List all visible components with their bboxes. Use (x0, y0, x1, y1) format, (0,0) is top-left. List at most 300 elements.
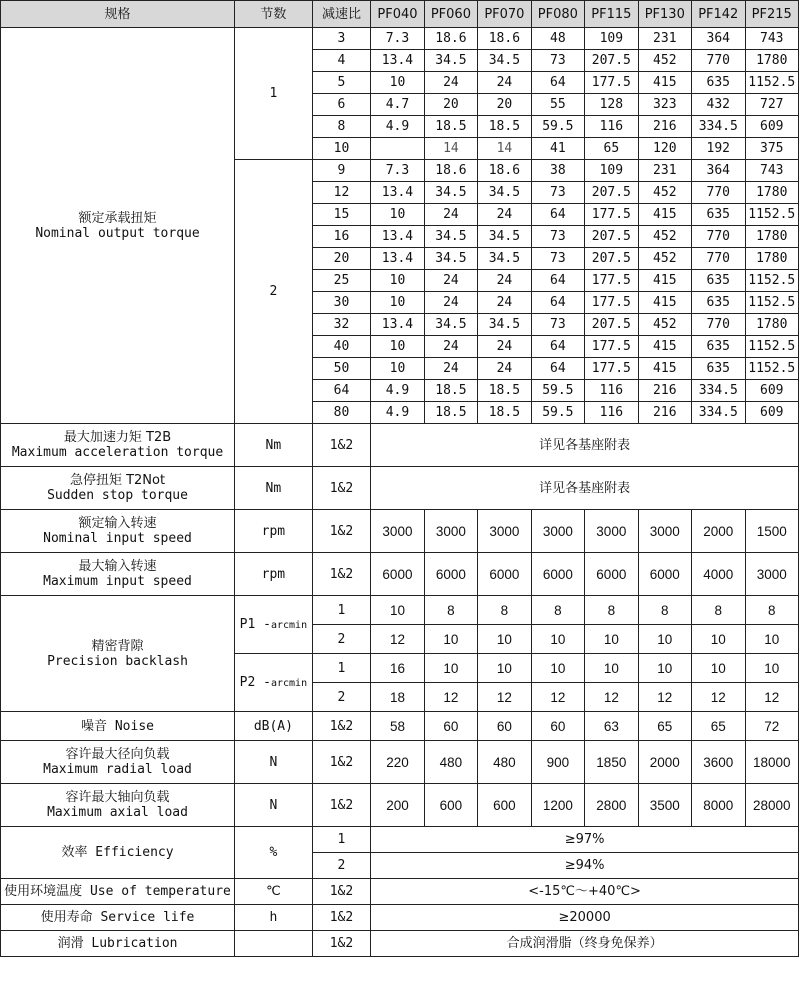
value-cell: 743 (745, 160, 799, 182)
table-row (1, 827, 799, 853)
value-cell: 231 (638, 160, 691, 182)
value-cell: 18.6 (478, 28, 531, 50)
label-zh: 额定输入转速 (78, 516, 157, 531)
ratio-cell: 6 (312, 94, 371, 116)
value-cell: 24 (478, 72, 531, 94)
unit-cell: % (235, 827, 313, 879)
table-row (1, 784, 799, 827)
value-cell: 770 (692, 182, 745, 204)
value-cell: 55 (531, 94, 584, 116)
value-cell: 600 (478, 784, 531, 827)
p2-unit: arcmin (270, 677, 308, 689)
value-cell: 452 (638, 314, 691, 336)
merged-value-cell: ≥97% (371, 827, 799, 853)
table-row (1, 879, 799, 905)
value-cell: 1152.5 (745, 292, 799, 314)
value-cell: 109 (585, 28, 638, 50)
nominal-input-label (1, 510, 235, 553)
merged-value-cell: 详见各基座附表 (371, 467, 799, 510)
stage-cell: 1&2 (312, 931, 371, 957)
value-cell: 128 (585, 94, 638, 116)
stage-cell: 1&2 (312, 741, 371, 784)
value-cell: 10 (692, 625, 745, 654)
value-cell: 24 (478, 336, 531, 358)
ratio-cell: 16 (312, 226, 371, 248)
label-zh: 容许最大径向负载 (65, 747, 170, 762)
value-cell: 13.4 (371, 248, 424, 270)
value-cell: 635 (692, 292, 745, 314)
stage-cell: 1 (235, 28, 313, 160)
value-cell: 3000 (745, 553, 799, 596)
value-cell: 6000 (638, 553, 691, 596)
value-cell: 34.5 (424, 50, 477, 72)
ratio-cell: 20 (312, 248, 371, 270)
unit-cell: Nm (235, 424, 313, 467)
header-cell: PF070 (478, 1, 531, 28)
p2-label (235, 654, 313, 712)
value-cell: 73 (531, 50, 584, 72)
value-cell: 24 (478, 358, 531, 380)
value-cell: 3000 (638, 510, 691, 553)
value-cell: 2000 (638, 741, 691, 784)
value-cell: 60 (478, 712, 531, 741)
value-cell: 2000 (692, 510, 745, 553)
value-cell: 10 (638, 654, 691, 683)
unit-cell: ℃ (235, 879, 313, 905)
header-cell: PF040 (371, 1, 424, 28)
value-cell: 18000 (745, 741, 799, 784)
value-cell: 4.9 (371, 402, 424, 424)
value-cell: 24 (424, 358, 477, 380)
value-cell: 4.7 (371, 94, 424, 116)
value-cell: 10 (371, 270, 424, 292)
value-cell: 72 (745, 712, 799, 741)
value-cell: 4.9 (371, 380, 424, 402)
value-cell: 10 (745, 654, 799, 683)
label-zh: 精密背隙 (91, 638, 144, 654)
unit-cell: rpm (235, 553, 313, 596)
value-cell: 13.4 (371, 50, 424, 72)
value-cell: 18 (371, 683, 424, 712)
value-cell: 18.6 (478, 160, 531, 182)
header-cell: 节数 (235, 1, 313, 28)
value-cell: 3000 (531, 510, 584, 553)
stage-cell: 1&2 (312, 784, 371, 827)
value-cell: 63 (585, 712, 638, 741)
table-row (1, 510, 799, 553)
value-cell: 120 (638, 138, 691, 160)
label-zh: 最大加速力矩 T2B (63, 430, 172, 445)
value-cell: 1152.5 (745, 204, 799, 226)
value-cell: 12 (531, 683, 584, 712)
value-cell: 13.4 (371, 314, 424, 336)
value-cell: 116 (585, 380, 638, 402)
label-zh: 最大输入转速 (78, 559, 157, 574)
value-cell: 34.5 (478, 248, 531, 270)
value-cell: 207.5 (585, 248, 638, 270)
value-cell: 10 (585, 654, 638, 683)
value-cell: 18.5 (478, 380, 531, 402)
value-cell: 58 (371, 712, 424, 741)
value-cell: 415 (638, 204, 691, 226)
value-cell: 1850 (585, 741, 638, 784)
value-cell: 34.5 (424, 314, 477, 336)
value-cell: 231 (638, 28, 691, 50)
value-cell: 10 (424, 625, 477, 654)
value-cell: 13.4 (371, 182, 424, 204)
stage-cell: 2 (235, 160, 313, 424)
value-cell (371, 138, 424, 160)
value-cell: 12 (638, 683, 691, 712)
value-cell: 6000 (371, 553, 424, 596)
value-cell: 8 (424, 596, 477, 625)
value-cell: 207.5 (585, 226, 638, 248)
header-cell: PF060 (424, 1, 477, 28)
table-row (1, 467, 799, 510)
value-cell: 18.5 (478, 402, 531, 424)
stage-cell: 1&2 (312, 905, 371, 931)
value-cell: 10 (371, 72, 424, 94)
ratio-cell: 4 (312, 50, 371, 72)
value-cell: 24 (478, 292, 531, 314)
merged-value-cell: ≥94% (371, 853, 799, 879)
value-cell: 1500 (745, 510, 799, 553)
value-cell: 24 (478, 204, 531, 226)
value-cell: 1152.5 (745, 336, 799, 358)
value-cell: 12 (478, 683, 531, 712)
ratio-cell: 9 (312, 160, 371, 182)
value-cell: 415 (638, 72, 691, 94)
value-cell: 65 (638, 712, 691, 741)
value-cell: 207.5 (585, 314, 638, 336)
label-en: Maximum radial load (43, 762, 192, 777)
value-cell: 24 (424, 336, 477, 358)
value-cell: 1152.5 (745, 72, 799, 94)
stage-cell: 2 (312, 683, 371, 712)
value-cell: 59.5 (531, 380, 584, 402)
value-cell: 364 (692, 160, 745, 182)
value-cell: 7.3 (371, 28, 424, 50)
value-cell: 10 (478, 625, 531, 654)
stage-cell: 2 (312, 853, 371, 879)
value-cell: 28000 (745, 784, 799, 827)
ratio-cell: 5 (312, 72, 371, 94)
table-row (1, 931, 799, 957)
ratio-cell: 15 (312, 204, 371, 226)
value-cell: 3000 (371, 510, 424, 553)
lubrication-label: 润滑 Lubrication (1, 931, 235, 957)
header-cell: PF142 (692, 1, 745, 28)
value-cell: 3000 (585, 510, 638, 553)
value-cell: 18.5 (424, 380, 477, 402)
value-cell: 415 (638, 358, 691, 380)
value-cell: 18.6 (424, 28, 477, 50)
sudden-stop-label (1, 467, 235, 510)
value-cell: 452 (638, 50, 691, 72)
value-cell: 12 (371, 625, 424, 654)
value-cell: 635 (692, 72, 745, 94)
label-zh: 急停扭矩 T2Not (69, 473, 166, 488)
header-cell: PF130 (638, 1, 691, 28)
value-cell: 48 (531, 28, 584, 50)
table-row (1, 905, 799, 931)
value-cell: 12 (692, 683, 745, 712)
header-row (1, 1, 799, 28)
unit-cell: N (235, 741, 313, 784)
value-cell: 14 (424, 138, 477, 160)
value-cell: 609 (745, 116, 799, 138)
label-en: Maximum acceleration torque (11, 445, 224, 460)
value-cell: 770 (692, 314, 745, 336)
value-cell: 364 (692, 28, 745, 50)
label-en: Sudden stop torque (47, 488, 188, 503)
stage-cell: 1&2 (312, 424, 371, 467)
value-cell: 177.5 (585, 292, 638, 314)
value-cell: 1780 (745, 248, 799, 270)
value-cell: 64 (531, 204, 584, 226)
header-cell: 规格 (1, 1, 235, 28)
ratio-cell: 3 (312, 28, 371, 50)
value-cell: 1780 (745, 314, 799, 336)
value-cell: 73 (531, 248, 584, 270)
value-cell: 6000 (585, 553, 638, 596)
label-en: Precision backlash (47, 653, 188, 669)
ratio-cell: 8 (312, 116, 371, 138)
value-cell: 192 (692, 138, 745, 160)
ratio-cell: 40 (312, 336, 371, 358)
value-cell: 73 (531, 182, 584, 204)
value-cell: 73 (531, 226, 584, 248)
ratio-cell: 10 (312, 138, 371, 160)
value-cell: 216 (638, 380, 691, 402)
unit-cell: dB(A) (235, 712, 313, 741)
value-cell: 34.5 (478, 182, 531, 204)
ratio-cell: 12 (312, 182, 371, 204)
value-cell: 10 (371, 204, 424, 226)
value-cell: 12 (424, 683, 477, 712)
value-cell: 415 (638, 270, 691, 292)
stage-cell: 1 (312, 654, 371, 683)
value-cell: 60 (531, 712, 584, 741)
noise-label: 噪音 Noise (1, 712, 235, 741)
value-cell: 770 (692, 226, 745, 248)
value-cell: 65 (692, 712, 745, 741)
value-cell: 177.5 (585, 336, 638, 358)
value-cell: 20 (424, 94, 477, 116)
value-cell: 177.5 (585, 204, 638, 226)
value-cell: 10 (424, 654, 477, 683)
value-cell: 1200 (531, 784, 584, 827)
value-cell: 8 (585, 596, 638, 625)
value-cell: 635 (692, 336, 745, 358)
value-cell: 200 (371, 784, 424, 827)
value-cell: 207.5 (585, 50, 638, 72)
stage-cell: 1&2 (312, 510, 371, 553)
stage-cell: 1&2 (312, 879, 371, 905)
stage-cell: 1 (312, 827, 371, 853)
ratio-cell: 25 (312, 270, 371, 292)
header-cell: PF080 (531, 1, 584, 28)
value-cell: 59.5 (531, 402, 584, 424)
value-cell: 14 (478, 138, 531, 160)
value-cell: 8 (745, 596, 799, 625)
value-cell: 375 (745, 138, 799, 160)
value-cell: 220 (371, 741, 424, 784)
value-cell: 635 (692, 204, 745, 226)
value-cell: 10 (638, 625, 691, 654)
value-cell: 10 (371, 336, 424, 358)
value-cell: 635 (692, 270, 745, 292)
value-cell: 10 (745, 625, 799, 654)
max-accel-label (1, 424, 235, 467)
value-cell: 900 (531, 741, 584, 784)
header-cell: 减速比 (312, 1, 371, 28)
value-cell: 6000 (424, 553, 477, 596)
header-cell: PF215 (745, 1, 799, 28)
value-cell: 216 (638, 402, 691, 424)
stage-cell: 1&2 (312, 712, 371, 741)
merged-value-cell: ≥20000 (371, 905, 799, 931)
value-cell: 1780 (745, 226, 799, 248)
value-cell: 415 (638, 292, 691, 314)
value-cell: 770 (692, 50, 745, 72)
value-cell: 177.5 (585, 358, 638, 380)
value-cell: 334.5 (692, 116, 745, 138)
value-cell: 8000 (692, 784, 745, 827)
value-cell: 3000 (424, 510, 477, 553)
label-zh: 额定承载扭矩 (78, 210, 157, 226)
value-cell: 452 (638, 226, 691, 248)
value-cell: 609 (745, 380, 799, 402)
value-cell: 59.5 (531, 116, 584, 138)
value-cell: 10 (371, 292, 424, 314)
value-cell: 452 (638, 182, 691, 204)
table-row (1, 741, 799, 784)
value-cell: 334.5 (692, 402, 745, 424)
value-cell: 12 (745, 683, 799, 712)
value-cell: 41 (531, 138, 584, 160)
value-cell: 8 (692, 596, 745, 625)
value-cell: 24 (478, 270, 531, 292)
value-cell: 24 (424, 204, 477, 226)
value-cell: 3000 (478, 510, 531, 553)
value-cell: 10 (531, 625, 584, 654)
value-cell: 18.6 (424, 160, 477, 182)
ratio-cell: 50 (312, 358, 371, 380)
unit-cell (235, 931, 313, 957)
value-cell: 207.5 (585, 182, 638, 204)
header-cell: PF115 (585, 1, 638, 28)
unit-cell: rpm (235, 510, 313, 553)
stage-cell: 1&2 (312, 467, 371, 510)
axial-load-label (1, 784, 235, 827)
value-cell: 10 (585, 625, 638, 654)
value-cell: 20 (478, 94, 531, 116)
value-cell: 770 (692, 248, 745, 270)
label-en: Maximum input speed (43, 574, 192, 589)
value-cell: 480 (478, 741, 531, 784)
value-cell: 34.5 (424, 248, 477, 270)
value-cell: 12 (585, 683, 638, 712)
nominal-torque-label (1, 28, 235, 424)
max-input-label (1, 553, 235, 596)
value-cell: 65 (585, 138, 638, 160)
value-cell: 64 (531, 72, 584, 94)
value-cell: 1780 (745, 50, 799, 72)
value-cell: 3500 (638, 784, 691, 827)
unit-cell: h (235, 905, 313, 931)
value-cell: 4.9 (371, 116, 424, 138)
value-cell: 34.5 (478, 50, 531, 72)
value-cell: 415 (638, 336, 691, 358)
p1-prefix: P1 - (239, 616, 271, 632)
value-cell: 609 (745, 402, 799, 424)
value-cell: 452 (638, 248, 691, 270)
value-cell: 177.5 (585, 270, 638, 292)
value-cell: 8 (478, 596, 531, 625)
spec-body (1, 28, 799, 957)
stage-cell: 1&2 (312, 553, 371, 596)
p1-label (235, 596, 313, 654)
merged-value-cell: 详见各基座附表 (371, 424, 799, 467)
value-cell: 8 (531, 596, 584, 625)
value-cell: 10 (478, 654, 531, 683)
label-en: Nominal input speed (43, 531, 192, 546)
ratio-cell: 64 (312, 380, 371, 402)
merged-value-cell: <-15℃～+40℃> (371, 879, 799, 905)
table-row (1, 596, 799, 625)
value-cell: 16 (371, 654, 424, 683)
value-cell: 323 (638, 94, 691, 116)
table-row (1, 553, 799, 596)
temperature-label: 使用环境温度 Use of temperature (1, 879, 235, 905)
p2-prefix: P2 - (239, 674, 271, 690)
value-cell: 635 (692, 358, 745, 380)
value-cell: 3600 (692, 741, 745, 784)
unit-cell: N (235, 784, 313, 827)
value-cell: 10 (531, 654, 584, 683)
value-cell: 116 (585, 402, 638, 424)
value-cell: 34.5 (478, 314, 531, 336)
value-cell: 64 (531, 270, 584, 292)
value-cell: 177.5 (585, 72, 638, 94)
backlash-label (1, 596, 235, 712)
stage-cell: 1 (312, 596, 371, 625)
label-en: Nominal output torque (35, 225, 200, 241)
ratio-cell: 80 (312, 402, 371, 424)
label-zh: 容许最大轴向负载 (65, 790, 170, 805)
value-cell: 13.4 (371, 226, 424, 248)
stage-cell: 2 (312, 625, 371, 654)
value-cell: 4000 (692, 553, 745, 596)
value-cell: 727 (745, 94, 799, 116)
ratio-cell: 30 (312, 292, 371, 314)
value-cell: 432 (692, 94, 745, 116)
value-cell: 64 (531, 358, 584, 380)
value-cell: 6000 (531, 553, 584, 596)
value-cell: 10 (692, 654, 745, 683)
p1-unit: arcmin (270, 619, 308, 631)
value-cell: 600 (424, 784, 477, 827)
value-cell: 18.5 (424, 402, 477, 424)
service-life-label: 使用寿命 Service life (1, 905, 235, 931)
table-row (1, 424, 799, 467)
value-cell: 8 (638, 596, 691, 625)
value-cell: 18.5 (478, 116, 531, 138)
value-cell: 34.5 (424, 182, 477, 204)
value-cell: 10 (371, 358, 424, 380)
value-cell: 480 (424, 741, 477, 784)
